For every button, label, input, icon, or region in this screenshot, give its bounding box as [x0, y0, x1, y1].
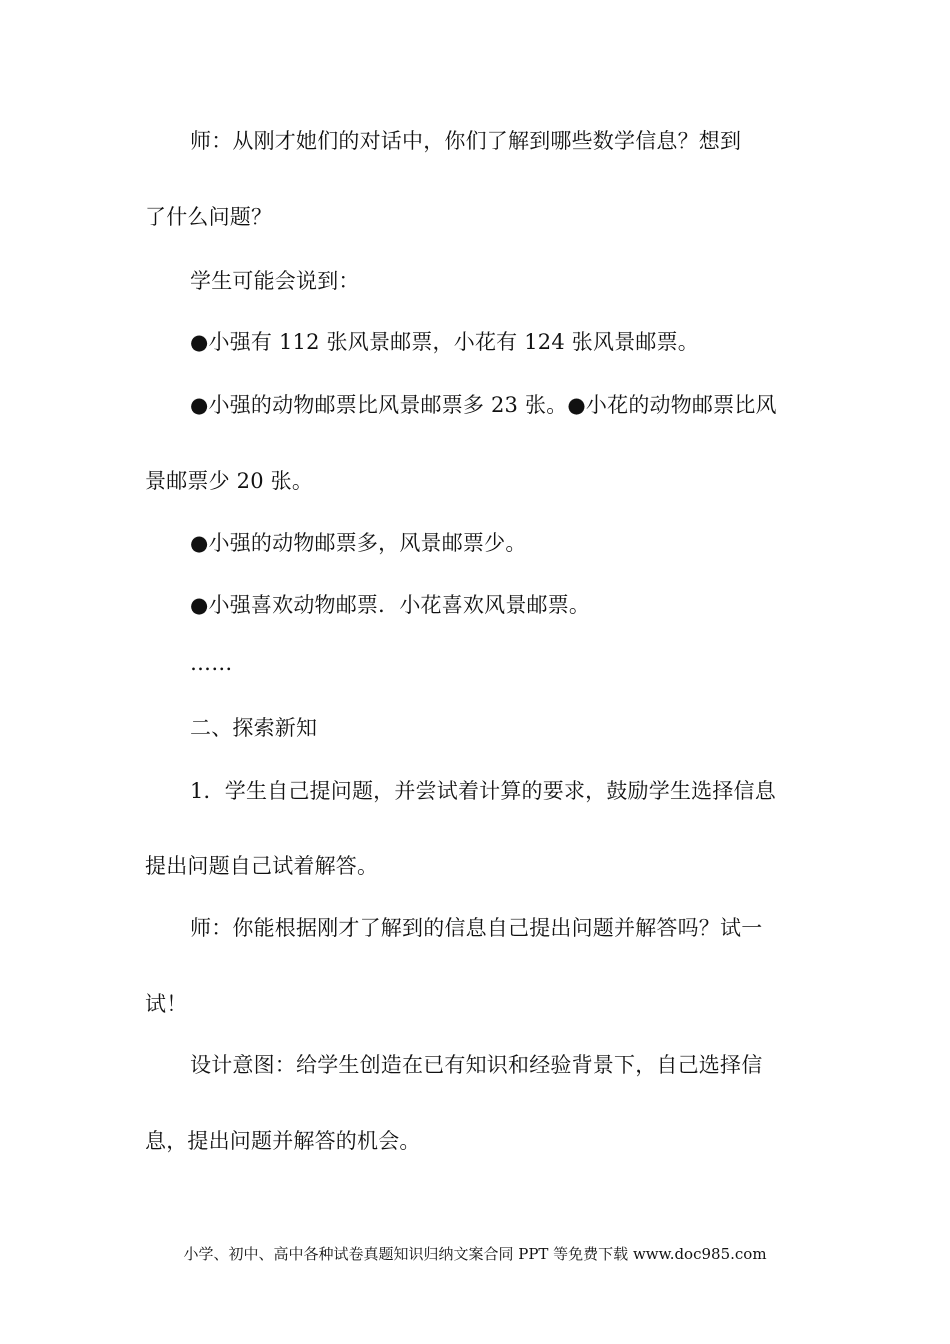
bullet-item-2-line-2: 景邮票少 20 张。 [145, 469, 314, 493]
bullet-item-1: ●小强有 112 张风景邮票，小花有 124 张风景邮票。 [190, 330, 699, 354]
bullet-item-3: ●小强的动物邮票多，风景邮票少。 [190, 531, 527, 555]
step-1-line-1: 1．学生自己提问题，并尝试着计算的要求，鼓励学生选择信息 [190, 779, 776, 803]
teacher-prompt-line-2: 试！ [145, 992, 188, 1016]
bullet-item-4: ●小强喜欢动物邮票．小花喜欢风景邮票。 [190, 593, 591, 617]
design-intent-line-1: 设计意图：给学生创造在已有知识和经验背景下，自己选择信 [190, 1053, 763, 1077]
teacher-prompt-line-1: 师：你能根据刚才了解到的信息自己提出问题并解答吗？试一 [190, 916, 763, 940]
section-heading-explore: 二、探索新知 [190, 716, 318, 740]
students-may-say: 学生可能会说到： [190, 269, 360, 293]
step-1-line-2: 提出问题自己试着解答。 [145, 854, 379, 878]
page-footer: 小学、初中、高中各种试卷真题知识归纳文案合同 PPT 等免费下载 www.doc985.com [183, 1245, 767, 1263]
bullet-item-2-line-1: ●小强的动物邮票比风景邮票多 23 张。●小花的动物邮票比风 [190, 393, 777, 417]
teacher-question-line-1: 师：从刚才她们的对话中，你们了解到哪些数学信息？想到 [190, 129, 742, 153]
design-intent-line-2: 息，提出问题并解答的机会。 [145, 1129, 421, 1153]
ellipsis: …… [190, 651, 233, 675]
teacher-question-line-2: 了什么问题？ [145, 205, 273, 229]
